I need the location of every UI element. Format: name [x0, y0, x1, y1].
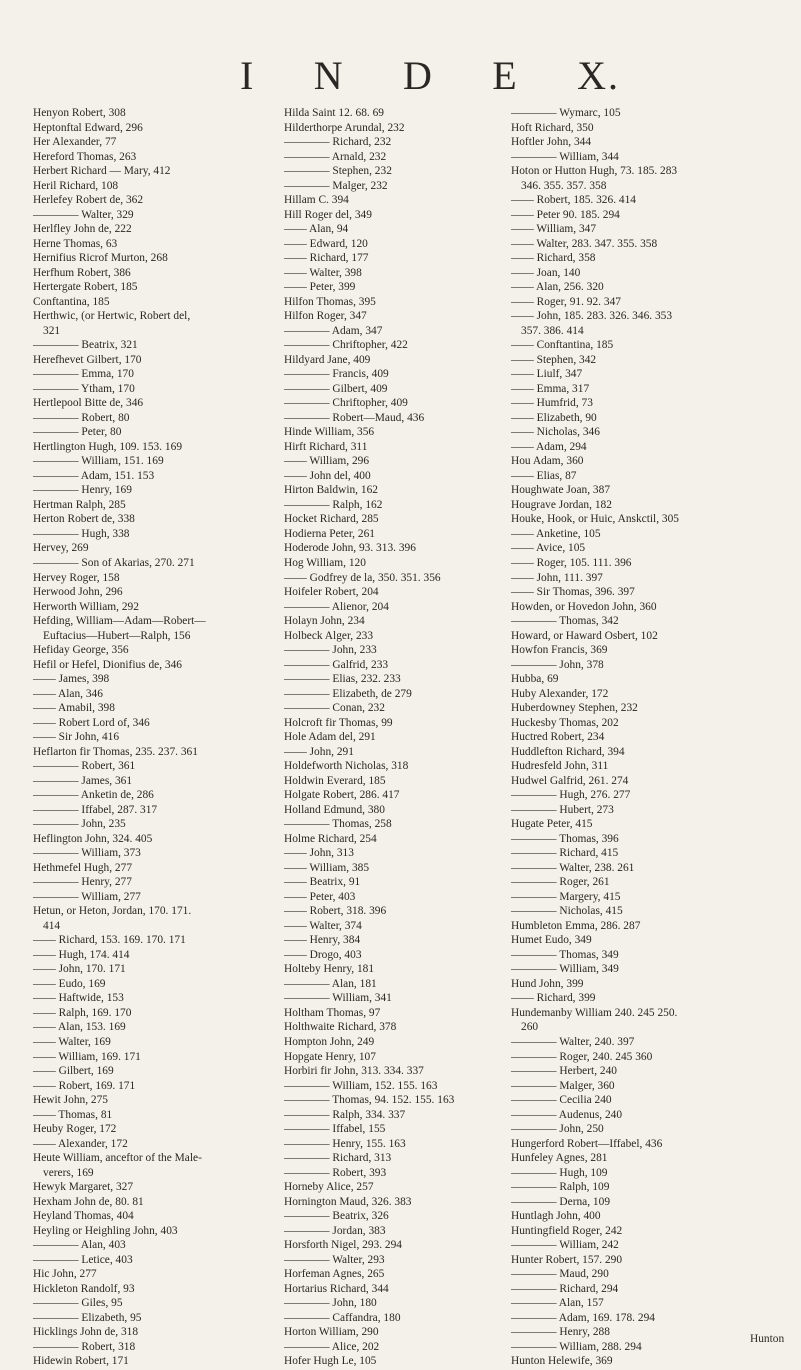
index-entry: Hoton or Hutton Hugh, 73. 185. 283 — [511, 165, 678, 178]
index-entry: ———— Walter, 293 — [284, 1253, 385, 1266]
index-entry: ———— Chriftopher, 422 — [284, 339, 408, 352]
index-entry: Hou Adam, 360 — [511, 455, 584, 468]
index-entry: Herworth William, 292 — [33, 600, 139, 613]
index-entry: ———— Arnald, 232 — [284, 150, 387, 163]
index-entry: Conftantina, 185 — [33, 295, 110, 308]
index-entry: Huntlagh John, 400 — [511, 1210, 601, 1223]
index-entry: Hefil or Hefel, Dionifius de, 346 — [33, 658, 182, 671]
index-entry: —— Alan, 346 — [33, 687, 103, 700]
index-entry: —— John, 170. 171 — [33, 963, 126, 976]
index-entry: —— Robert Lord of, 346 — [33, 716, 150, 729]
index-entry: Heute William, anceftor of the Male- — [33, 1152, 202, 1165]
index-entry: ———— Audenus, 240 — [511, 1108, 623, 1121]
index-entry: ———— Elizabeth, 95 — [33, 1311, 142, 1324]
index-entry: Hertergate Robert, 185 — [33, 281, 138, 294]
index-header — [240, 52, 620, 99]
index-entry: —— Emma, 317 — [511, 382, 590, 395]
index-entry: Heyland Thomas, 404 — [33, 1210, 134, 1223]
index-entry: ———— William, 152. 155. 163 — [284, 1079, 438, 1092]
index-entry: ———— William, 242 — [511, 1239, 619, 1252]
index-entry: Hornington Maud, 326. 383 — [284, 1195, 412, 1208]
index-entry: Heril Richard, 108 — [33, 179, 119, 192]
index-entry: ———— William, 151. 169 — [33, 455, 164, 468]
index-entry: Hidewin Robert, 171 — [33, 1355, 129, 1368]
index-entry: —— Roger, 105. 111. 396 — [511, 556, 632, 569]
index-entry: Humet Eudo, 349 — [511, 934, 592, 947]
index-column-2 — [284, 106, 539, 1369]
index-entry: —— William, 385 — [284, 861, 370, 874]
index-entry: Heyling or Heighling John, 403 — [33, 1224, 178, 1237]
index-entry: ———— Hubert, 273 — [511, 803, 614, 816]
index-entry: —— Richard, 177 — [284, 252, 369, 265]
index-entry: 346. 355. 357. 358 — [521, 179, 607, 192]
index-entry: Hunfeley Agnes, 281 — [511, 1152, 608, 1165]
index-entry: ———— Maud, 290 — [511, 1268, 609, 1281]
index-entry: —— Alan, 153. 169 — [33, 1021, 126, 1034]
index-entry: Hertman Ralph, 285 — [33, 498, 126, 511]
index-entry: Horbiri fir John, 313. 334. 337 — [284, 1065, 424, 1078]
index-entry: —— Richard, 358 — [511, 252, 596, 265]
index-entry: Howden, or Hovedon John, 360 — [511, 600, 657, 613]
index-entry: Hewyk Margaret, 327 — [33, 1181, 134, 1194]
index-entry: —— Peter, 399 — [284, 281, 356, 294]
index-entry: Hilda Saint 12. 68. 69 — [284, 107, 384, 119]
index-entry: Huntingfield Roger, 242 — [511, 1224, 623, 1237]
index-entry: Horfeman Agnes, 265 — [284, 1268, 385, 1281]
index-entry: —— Adam, 294 — [511, 440, 587, 453]
index-entry: Huckesby Thomas, 202 — [511, 716, 619, 729]
index-entry: ———— Thomas, 258 — [284, 818, 392, 831]
index-entry: —— Godfrey de la, 350. 351. 356 — [284, 571, 441, 584]
index-entry: Herlefey Robert de, 362 — [33, 194, 144, 207]
index-entry: ———— Roger, 240. 245 360 — [511, 1050, 653, 1063]
index-entry: Hildyard Jane, 409 — [284, 353, 371, 366]
index-column-3 — [511, 106, 781, 1369]
index-column-1 — [33, 106, 293, 1369]
index-entry: Her Alexander, 77 — [33, 136, 117, 149]
index-entry: Hertlepool Bitte de, 346 — [33, 397, 144, 410]
index-entry: ———— Henry, 277 — [33, 876, 132, 889]
index-entry: ———— Hugh, 276. 277 — [511, 789, 631, 802]
index-entry: Huberdowney Stephen, 232 — [511, 702, 638, 715]
index-entry: —— William, 296 — [284, 455, 370, 468]
index-entry: Hunter Robert, 157. 290 — [511, 1253, 623, 1266]
index-entry: —— Liulf, 347 — [511, 368, 583, 381]
index-entry: Hervey, 269 — [33, 542, 89, 555]
index-entry: Hirft Richard, 311 — [284, 440, 368, 453]
index-entry: —— Peter, 403 — [284, 890, 356, 903]
index-entry: ———— Galfrid, 233 — [284, 658, 389, 671]
index-entry: Huctred Robert, 234 — [511, 731, 605, 744]
index-entry: —— Avice, 105 — [511, 542, 586, 555]
index-entry: Hefiday George, 356 — [33, 644, 129, 657]
index-entry: Hoftler John, 344 — [511, 136, 592, 149]
index-entry: ———— Thomas, 94. 152. 155. 163 — [284, 1094, 455, 1107]
index-entry: ———— Letice, 403 — [33, 1253, 133, 1266]
index-entry: Hundemanby William 240. 245 250. — [511, 1006, 678, 1019]
index-entry: Hic John, 277 — [33, 1268, 97, 1281]
index-entry: ———— Alan, 157 — [511, 1297, 604, 1310]
index-entry: —— William, 169. 171 — [33, 1050, 141, 1063]
index-entry: Herefhevet Gilbert, 170 — [33, 353, 142, 366]
index-entry: ———— Robert, 361 — [33, 760, 136, 773]
index-entry: —— William, 347 — [511, 223, 597, 236]
index-entry: Horneby Alice, 257 — [284, 1181, 374, 1194]
index-entry: —— Drogo, 403 — [284, 948, 362, 961]
index-entry: ———— Alienor, 204 — [284, 600, 389, 613]
catchword: Hunton — [750, 1333, 785, 1345]
index-entry: ———— Stephen, 232 — [284, 165, 392, 178]
index-entry: ———— Roger, 261 — [511, 876, 610, 889]
index-entry: Hofer Hugh Le, 105 — [284, 1355, 377, 1368]
index-entry: Hewit John, 275 — [33, 1094, 108, 1107]
index-entry: ———— Beatrix, 321 — [33, 339, 138, 352]
index-entry: ———— Francis, 409 — [284, 368, 389, 381]
index-entry: Hodierna Peter, 261 — [284, 527, 375, 540]
index-entry: —— Nicholas, 346 — [511, 426, 600, 439]
index-entry: Hetun, or Heton, Jordan, 170. 171. — [33, 905, 192, 918]
index-entry: ———— Emma, 170 — [33, 368, 134, 381]
index-entry: Hexham John de, 80. 81 — [33, 1195, 144, 1208]
index-entry: ———— William, 349 — [511, 963, 619, 976]
index-entry: Henyon Robert, 308 — [33, 107, 126, 119]
index-entry: ———— Nicholas, 415 — [511, 905, 623, 918]
index-entry: —— John, 185. 283. 326. 346. 353 — [511, 310, 673, 323]
index-entry: —— Richard, 153. 169. 170. 171 — [33, 934, 186, 947]
index-entry: Hilfon Thomas, 395 — [284, 295, 376, 308]
index-entry: —— Sir John, 416 — [33, 731, 120, 744]
index-entry: ———— Hugh, 109 — [511, 1166, 608, 1179]
index-entry: Hunton Helewife, 369 — [511, 1355, 613, 1368]
index-entry: —— Stephen, 342 — [511, 353, 597, 366]
index-entry: Hilfon Roger, 347 — [284, 310, 367, 323]
index-entry: Hole Adam del, 291 — [284, 731, 376, 744]
index-entry: —— Richard, 399 — [511, 992, 596, 1005]
index-entry: ———— Iffabel, 155 — [284, 1123, 386, 1136]
index-entry: 260 — [521, 1021, 539, 1034]
index-entry: —— Walter, 374 — [284, 919, 362, 932]
index-entry: ———— Alan, 403 — [33, 1239, 126, 1252]
index-entry: ———— Adam, 169. 178. 294 — [511, 1311, 655, 1324]
index-entry: ———— John, 180 — [284, 1297, 377, 1310]
index-entry: —— Henry, 384 — [284, 934, 361, 947]
index-entry: ———— Walter, 238. 261 — [511, 861, 635, 874]
index-entry: Holland Edmund, 380 — [284, 803, 385, 816]
index-entry: ———— William, 344 — [511, 150, 619, 163]
index-entry: Euftacius—Hubert—Ralph, 156 — [43, 629, 191, 642]
index-entry: Hirton Baldwin, 162 — [284, 484, 378, 497]
index-entry: ———— Jordan, 383 — [284, 1224, 386, 1237]
index-entry: Hertlington Hugh, 109. 153. 169 — [33, 440, 183, 453]
header-letter: D — [403, 53, 434, 98]
index-entry: Holcroft fir Thomas, 99 — [284, 716, 393, 729]
index-entry: —— John, 111. 397 — [511, 571, 603, 584]
index-entry: ———— Derna, 109 — [511, 1195, 611, 1208]
index-entry: ———— John, 235 — [33, 818, 126, 831]
index-entry: Houke, Hook, or Huic, Anskctil, 305 — [511, 513, 679, 526]
index-entry: Hog William, 120 — [284, 556, 366, 569]
index-entry: Heptonftal Edward, 296 — [33, 121, 143, 134]
index-entry: Hudresfeld John, 311 — [511, 760, 609, 773]
index-entry: ———— William, 373 — [33, 847, 141, 860]
index-entry: —— Joan, 140 — [511, 266, 581, 279]
index-entry: Holme Richard, 254 — [284, 832, 377, 845]
index-entry: Hompton John, 249 — [284, 1036, 375, 1048]
index-entry: Hund John, 399 — [511, 977, 584, 990]
index-entry: ———— Hugh, 338 — [33, 527, 130, 540]
index-entry: —— Conftantina, 185 — [511, 339, 614, 352]
index-entry: Howfon Francis, 369 — [511, 644, 608, 657]
index-entry: Herwood John, 296 — [33, 586, 123, 599]
index-entry: Heuby Roger, 172 — [33, 1123, 117, 1136]
index-entry: —— Walter, 398 — [284, 266, 362, 279]
index-entry: Hereford Thomas, 263 — [33, 150, 137, 163]
index-entry: —— Amabil, 398 — [33, 702, 115, 715]
index-entry: Hoft Richard, 350 — [511, 121, 594, 134]
index-entry: ———— Caffandra, 180 — [284, 1311, 401, 1324]
index-entry: Hefding, William—Adam—Robert— — [33, 615, 206, 628]
index-entry: ———— Alice, 202 — [284, 1340, 380, 1353]
header-letter: N — [313, 53, 345, 98]
index-entry: Horton William, 290 — [284, 1326, 379, 1339]
index-entry: Hopgate Henry, 107 — [284, 1050, 376, 1063]
index-entry: Hocket Richard, 285 — [284, 513, 379, 526]
index-entry: ———— Cecilia 240 — [511, 1094, 612, 1107]
index-entry: ———— Gilbert, 409 — [284, 382, 388, 395]
index-entry: Hortarius Richard, 344 — [284, 1282, 389, 1295]
index-entry: —— Roger, 91. 92. 347 — [511, 295, 621, 308]
index-entry: Houghwate Joan, 387 — [511, 484, 611, 497]
index-entry: ———— Iffabel, 287. 317 — [33, 803, 158, 816]
index-entry: ———— John, 250 — [511, 1123, 604, 1136]
index-entry: ———— James, 361 — [33, 774, 133, 787]
index-entry: ———— Adam, 151. 153 — [33, 469, 155, 482]
index-entry: —— Hugh, 174. 414 — [33, 948, 130, 961]
index-entry: Holdwin Everard, 185 — [284, 774, 386, 787]
index-entry: ———— Malger, 232 — [284, 179, 388, 192]
index-entry: —— Edward, 120 — [284, 237, 368, 250]
index-entry: —— Elizabeth, 90 — [511, 411, 597, 424]
index-entry: Hernifius Ricrof Murton, 268 — [33, 252, 168, 265]
index-entry: ———— Alan, 181 — [284, 977, 377, 990]
index-entry: Holteby Henry, 181 — [284, 963, 375, 976]
index-entry: ———— Robert—Maud, 436 — [284, 411, 425, 424]
index-entry: ———— Robert, 393 — [284, 1166, 387, 1179]
index-entry: —— Peter 90. 185. 294 — [511, 208, 620, 221]
header-letter: E — [492, 53, 519, 98]
index-entry: ———— Giles, 95 — [33, 1297, 123, 1310]
index-entry: ———— Thomas, 342 — [511, 615, 619, 628]
index-entry: Heflington John, 324. 405 — [33, 832, 153, 845]
index-entry: Herthwic, (or Hertwic, Robert del, — [33, 310, 191, 323]
index-entry: —— Alan, 256. 320 — [511, 281, 604, 294]
header-letter: I — [240, 53, 256, 98]
index-entry: 357. 386. 414 — [521, 324, 584, 337]
index-entry: —— Ralph, 169. 170 — [33, 1006, 132, 1019]
index-entry: ———— Thomas, 396 — [511, 832, 619, 845]
index-entry: ———— Margery, 415 — [511, 890, 621, 903]
index-entry: Herton Robert de, 338 — [33, 513, 135, 526]
index-entry: ———— John, 233 — [284, 644, 377, 657]
index-entry: ———— Henry, 155. 163 — [284, 1137, 406, 1150]
index-entry: —— Alan, 94 — [284, 223, 349, 236]
index-entry: ———— Thomas, 349 — [511, 948, 619, 961]
index-entry: ———— William, 277 — [33, 890, 141, 903]
index-entry: ———— Malger, 360 — [511, 1079, 615, 1092]
index-entry: —— John del, 400 — [284, 469, 371, 482]
index-entry: Hungerford Robert—Iffabel, 436 — [511, 1137, 663, 1150]
index-entry: Howard, or Haward Osbert, 102 — [511, 629, 658, 642]
index-entry: ———— Richard, 313 — [284, 1152, 392, 1165]
index-entry: —— Robert, 318. 396 — [284, 905, 387, 918]
index-entry: ———— Ralph, 109 — [511, 1181, 610, 1194]
index-entry: ———— Robert, 318 — [33, 1340, 136, 1353]
index-entry: —— Haftwide, 153 — [33, 992, 124, 1005]
index-entry: 321 — [43, 324, 61, 337]
index-entry: ———— Walter, 240. 397 — [511, 1036, 635, 1048]
index-entry: —— Sir Thomas, 396. 397 — [511, 586, 635, 599]
index-entry: Herlfley John de, 222 — [33, 223, 132, 236]
index-entry: ———— William, 288. 294 — [511, 1340, 642, 1353]
index-entry: —— John, 313 — [284, 847, 354, 860]
index-entry: —— Eudo, 169 — [33, 977, 106, 990]
index-entry: ———— Elizabeth, de 279 — [284, 687, 412, 700]
index-entry: ———— Henry, 169 — [33, 484, 132, 497]
index-entry: ———— Henry, 288 — [511, 1326, 610, 1339]
index-entry: Holgate Robert, 286. 417 — [284, 789, 400, 802]
index-entry: ———— Wymarc, 105 — [511, 107, 621, 119]
index-entry: Hougrave Jordan, 182 — [511, 498, 612, 511]
index-entry: verers, 169 — [43, 1166, 94, 1179]
index-entry: ———— Chriftopher, 409 — [284, 397, 408, 410]
index-entry: Holdefworth Nicholas, 318 — [284, 760, 409, 773]
index-entry: —— Gilbert, 169 — [33, 1065, 114, 1078]
index-entry: ———— Richard, 415 — [511, 847, 619, 860]
index-entry: Hill Roger del, 349 — [284, 208, 372, 221]
index-entry: Hethmefel Hugh, 277 — [33, 861, 133, 874]
index-entry: ———— Beatrix, 326 — [284, 1210, 389, 1223]
index-entry: Hoifeler Robert, 204 — [284, 586, 379, 599]
index-entry: —— Walter, 283. 347. 355. 358 — [511, 237, 658, 250]
index-entry: ———— Herbert, 240 — [511, 1065, 617, 1078]
index-entry: Herfhum Robert, 386 — [33, 266, 131, 279]
index-entry: ———— Conan, 232 — [284, 702, 385, 715]
index-entry: —— Humfrid, 73 — [511, 397, 593, 410]
index-entry: Horsforth Nigel, 293. 294 — [284, 1239, 403, 1252]
index-entry: ———— Ralph, 334. 337 — [284, 1108, 406, 1121]
index-entry: ———— Ytham, 170 — [33, 382, 135, 395]
index-entry: Holthwaite Richard, 378 — [284, 1021, 397, 1034]
index-entry: 414 — [43, 919, 61, 932]
index-entry: Hervey Roger, 158 — [33, 571, 120, 584]
index-entry: Hillam C. 394 — [284, 194, 349, 207]
index-entry: ———— Richard, 294 — [511, 1282, 619, 1295]
index-entry: Huddlefton Richard, 394 — [511, 745, 625, 758]
index-entry: —— John, 291 — [284, 745, 354, 758]
index-entry: Herbert Richard — Mary, 412 — [33, 165, 171, 178]
index-entry: Holayn John, 234 — [284, 615, 365, 628]
index-entry: —— Beatrix, 91 — [284, 876, 361, 889]
index-entry: Hugate Peter, 415 — [511, 818, 593, 831]
index-entry: Heflarton fir Thomas, 235. 237. 361 — [33, 745, 198, 758]
index-entry: Holtham Thomas, 97 — [284, 1006, 381, 1019]
index-entry: —— Walter, 169 — [33, 1036, 111, 1048]
index-entry: —— Robert, 169. 171 — [33, 1079, 136, 1092]
index-entry: Hubba, 69 — [511, 673, 559, 686]
index-entry: Hicklings John de, 318 — [33, 1326, 139, 1339]
index-entry: Holbeck Alger, 233 — [284, 629, 374, 642]
index-entry: ———— Ralph, 162 — [284, 498, 383, 511]
index-entry: —— James, 398 — [33, 673, 110, 686]
index-entry: Hinde William, 356 — [284, 426, 375, 439]
index-entry: Huby Alexander, 172 — [511, 687, 609, 700]
index-entry: ———— Robert, 80 — [33, 411, 130, 424]
index-entry: Hoderode John, 93. 313. 396 — [284, 542, 416, 555]
index-entry: —— Thomas, 81 — [33, 1108, 113, 1121]
index-entry: —— Alexander, 172 — [33, 1137, 128, 1150]
index-entry: Hickleton Randolf, 93 — [33, 1282, 135, 1295]
index-entry: —— Robert, 185. 326. 414 — [511, 194, 636, 207]
index-entry: Hilderthorpe Arundal, 232 — [284, 121, 405, 134]
header-letter: X. — [577, 53, 620, 98]
index-entry: ———— Walter, 329 — [33, 208, 134, 221]
index-entry: Herne Thomas, 63 — [33, 237, 118, 250]
index-entry: ———— Peter, 80 — [33, 426, 122, 439]
index-entry: ———— William, 341 — [284, 992, 392, 1005]
index-entry: —— Anketine, 105 — [511, 527, 601, 540]
index-entry: —— Elias, 87 — [511, 469, 577, 482]
index-entry: ———— Adam, 347 — [284, 324, 383, 337]
index-entry: ———— Richard, 232 — [284, 136, 392, 149]
index-entry: Hudwel Galfrid, 261. 274 — [511, 774, 629, 787]
index-entry: ———— Elias, 232. 233 — [284, 673, 401, 686]
index-entry: ———— John, 378 — [511, 658, 604, 671]
index-entry: ———— Anketin de, 286 — [33, 789, 154, 802]
index-entry: ———— Son of Akarias, 270. 271 — [33, 556, 195, 569]
index-entry: Humbleton Emma, 286. 287 — [511, 919, 641, 932]
